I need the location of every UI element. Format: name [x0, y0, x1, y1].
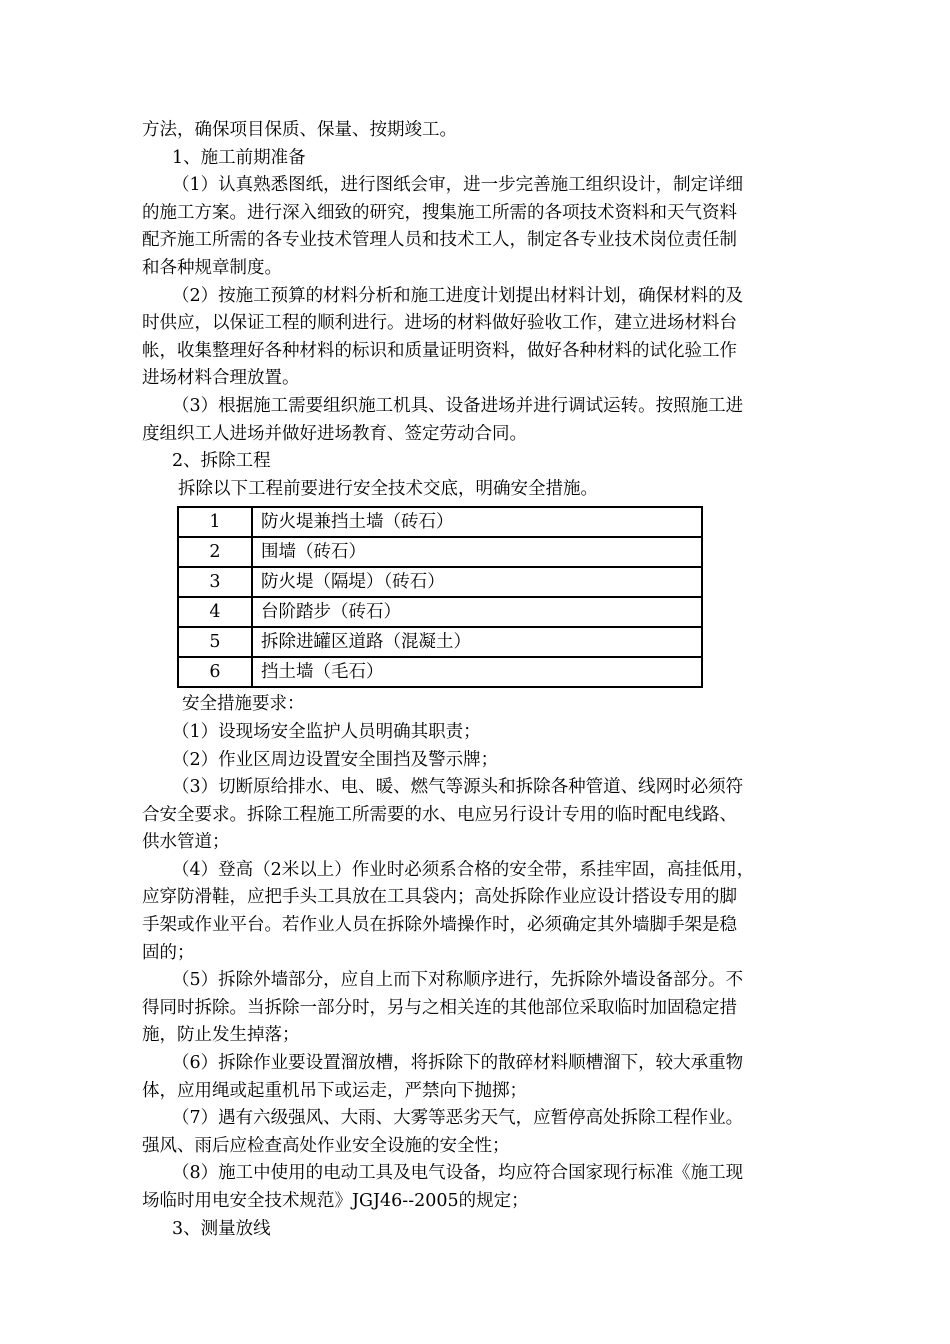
text-block-after-table: [142, 691, 810, 1243]
text-line: 固的；: [142, 942, 195, 963]
demolition-item: 围墙（砖石）: [252, 537, 702, 567]
row-number: 6: [178, 657, 252, 687]
demolition-item: 防火堤兼挡土墙（砖石）: [252, 507, 702, 537]
text-line: （3）切断原给排水、电、暖、燃气等源头和拆除各种管道、线网时必须符: [172, 777, 744, 798]
text-line: 方法，确保项目保质、保量、按期竣工。: [142, 120, 457, 140]
text-line: 度组织工人进场并做好进场教育、签定劳动合同。: [142, 423, 527, 444]
text-line: （4）登高（2米以上）作业时必须系合格的安全带，系挂牢固，高挂低用，: [172, 859, 755, 880]
table-row: [178, 567, 702, 597]
table-row: [178, 627, 702, 657]
text-line: （8）施工中使用的电动工具及电气设备，均应符合国家现行标准《施工现: [172, 1163, 744, 1184]
text-line: （1）认真熟悉图纸，进行图纸会审，进一步完善施工组织设计，制定详细: [172, 175, 744, 196]
text-line: 强风、雨后应检查高处作业安全设施的安全性；: [142, 1135, 510, 1156]
demolition-item: 防火堤（隔堤）（砖石）: [252, 567, 702, 597]
row-number: 4: [178, 597, 252, 627]
text-line: 供水管道；: [142, 832, 230, 853]
text-line: 体，应用绳或起重机吊下或运走，严禁向下抛掷；: [142, 1080, 527, 1101]
text-line: 1、施工前期准备: [172, 147, 306, 168]
text-line: （7）遇有六级强风、大雨、大雾等恶劣天气，应暂停高处拆除工程作业。: [172, 1108, 744, 1129]
text-line: 合安全要求。拆除工程施工所需要的水、电应另行设计专用的临时配电线路、: [142, 804, 737, 825]
text-line: 2、拆除工程: [172, 451, 271, 472]
document-page: [142, 117, 810, 1243]
table-row: [178, 507, 702, 537]
row-number: 3: [178, 567, 252, 597]
text-line: 配齐施工所需的各专业技术管理人员和技术工人，制定各专业技术岗位责任制: [142, 230, 737, 251]
text-line: 得同时拆除。当拆除一部分时，另与之相关连的其他部位采取临时加固稳定措: [142, 997, 737, 1018]
demolition-item: 台阶踏步（砖石）: [252, 597, 702, 627]
demolition-item: 拆除进罐区道路（混凝土）: [252, 627, 702, 657]
demolition-table: [177, 506, 703, 688]
text-line: 安全措施要求：: [182, 694, 305, 715]
text-block-before-table: [142, 117, 810, 503]
row-number: 2: [178, 537, 252, 567]
table-row: [178, 597, 702, 627]
row-number: 5: [178, 627, 252, 657]
table-row: [178, 537, 702, 567]
text-line: （1）设现场安全监护人员明确其职责；: [172, 721, 481, 742]
text-line: 应穿防滑鞋，应把手头工具放在工具袋内；高处拆除作业应设计搭设专用的脚: [142, 887, 737, 908]
text-line: （5）拆除外墙部分，应自上而下对称顺序进行，先拆除外墙设备部分。不: [172, 970, 744, 991]
text-line: 帐，收集整理好各种材料的标识和质量证明资料，做好各种材料的试化验工作: [142, 340, 737, 361]
text-line: 3、测量放线: [172, 1218, 271, 1239]
table-row: [178, 657, 702, 687]
demolition-item: 挡土墙（毛石）: [252, 657, 702, 687]
row-number: 1: [178, 507, 252, 537]
text-line: （2）作业区周边设置安全围挡及警示牌；: [172, 749, 499, 770]
text-line: 手架或作业平台。若作业人员在拆除外墙操作时，必须确定其外墙脚手架是稳: [142, 915, 737, 936]
text-line: （3）根据施工需要组织施工机具、设备进场并进行调试运转。按照施工进: [172, 395, 744, 416]
text-line: 进场材料合理放置。: [142, 368, 300, 389]
text-line: 和各种规章制度。: [142, 257, 282, 278]
text-line: 拆除以下工程前要进行安全技术交底，明确安全措施。: [178, 478, 598, 499]
text-line: （6）拆除作业要设置溜放槽，将拆除下的散碎材料顺槽溜下，较大承重物: [172, 1053, 744, 1074]
text-line: 施，防止发生掉落；: [142, 1025, 300, 1046]
text-line: 时供应，以保证工程的顺利进行。进场的材料做好验收工作，建立进场材料台: [142, 313, 737, 334]
text-line: （2）按施工预算的材料分析和施工进度计划提出材料计划，确保材料的及: [172, 285, 744, 306]
text-line: 场临时用电安全技术规范》JGJ46--2005的规定；: [142, 1191, 529, 1211]
text-line: 的施工方案。进行深入细致的研究，搜集施工所需的各项技术资料和天气资料: [142, 202, 737, 223]
